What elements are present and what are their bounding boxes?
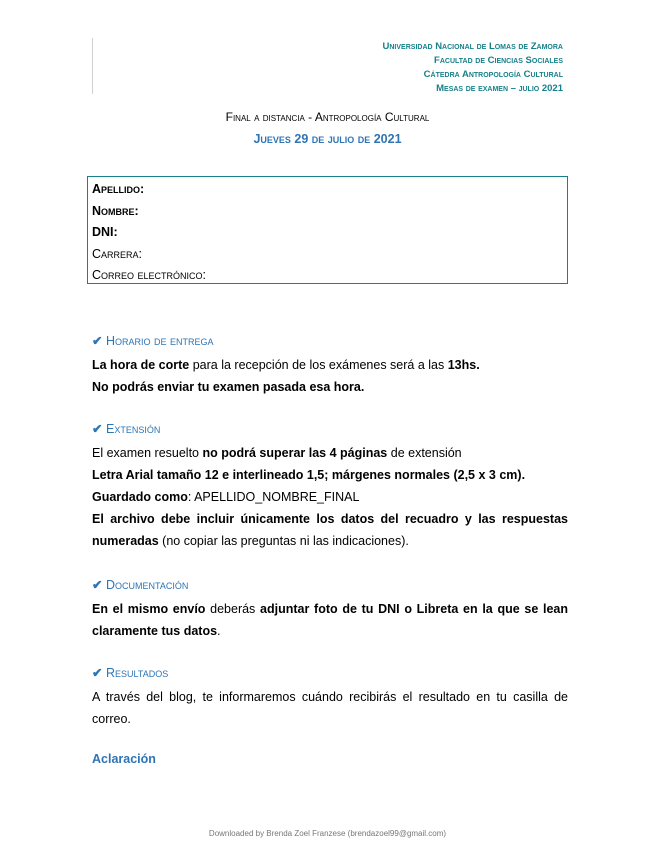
check-icon: ✔ <box>92 334 103 348</box>
check-icon: ✔ <box>92 578 103 592</box>
header-university: Universidad Nacional de Lomas de Zamora <box>382 41 563 52</box>
exam-date: Jueves 29 de julio de 2021 <box>253 132 402 146</box>
paragraph: El archivo debe incluir únicamente los datos del recuadro y las respuestas numeradas (no copiar las preguntas ni las indicaciones). <box>92 512 568 548</box>
paragraph: Letra Arial tamaño 12 e interlineado 1,5; márgenes normales (2,5 x 3 cm). <box>92 468 526 482</box>
paragraph: No podrás enviar tu examen pasada esa hora. <box>92 380 365 394</box>
document-title: Final a distancia - Antropología Cultural <box>225 110 430 124</box>
header-faculty: Facultad de Ciencias Sociales <box>434 55 563 66</box>
paragraph: Guardado como: APELLIDO_NOMBRE_FINAL <box>92 490 360 504</box>
download-footer: Downloaded by Brenda Zoel Franzese (brendazoel99@gmail.com) <box>208 829 447 838</box>
header-exam-period: Mesas de examen – julio 2021 <box>436 83 563 94</box>
student-data-box <box>87 176 568 284</box>
section-heading: ✔ Extensión <box>92 418 568 440</box>
paragraph: A través del blog, te informaremos cuándo recibirás el resultado en tu casilla de correo. <box>92 690 568 726</box>
check-icon: ✔ <box>92 666 103 680</box>
field-nombre: Nombre: <box>92 203 139 218</box>
institution-header <box>383 40 563 96</box>
section-extension <box>92 418 568 552</box>
section-heading: ✔ Documentación <box>92 574 568 596</box>
paragraph: El examen resuelto no podrá superar las 4 páginas de extensión <box>92 446 462 460</box>
check-icon: ✔ <box>92 422 103 436</box>
header-chair: Cátedra Antropología Cultural <box>423 69 563 80</box>
section-documentacion <box>92 574 568 642</box>
section-horario <box>92 330 568 398</box>
margin-line <box>92 38 93 94</box>
section-heading: ✔ Resultados <box>92 662 568 684</box>
field-dni: DNI: <box>92 225 118 239</box>
paragraph: En el mismo envío deberás adjuntar foto de tu DNI o Libreta en la que se lean claramente tus datos. <box>92 602 568 638</box>
section-resultados <box>92 662 568 730</box>
field-apellido: Apellido: <box>92 182 145 196</box>
field-correo: Correo electrónico: <box>92 268 206 282</box>
paragraph: La hora de corte para la recepción de los exámenes será a las 13hs. <box>92 358 480 372</box>
field-carrera: Carrera: <box>92 246 143 261</box>
section-heading: ✔ Horario de entrega <box>92 330 568 352</box>
aclaracion-heading: Aclaración <box>92 752 156 766</box>
